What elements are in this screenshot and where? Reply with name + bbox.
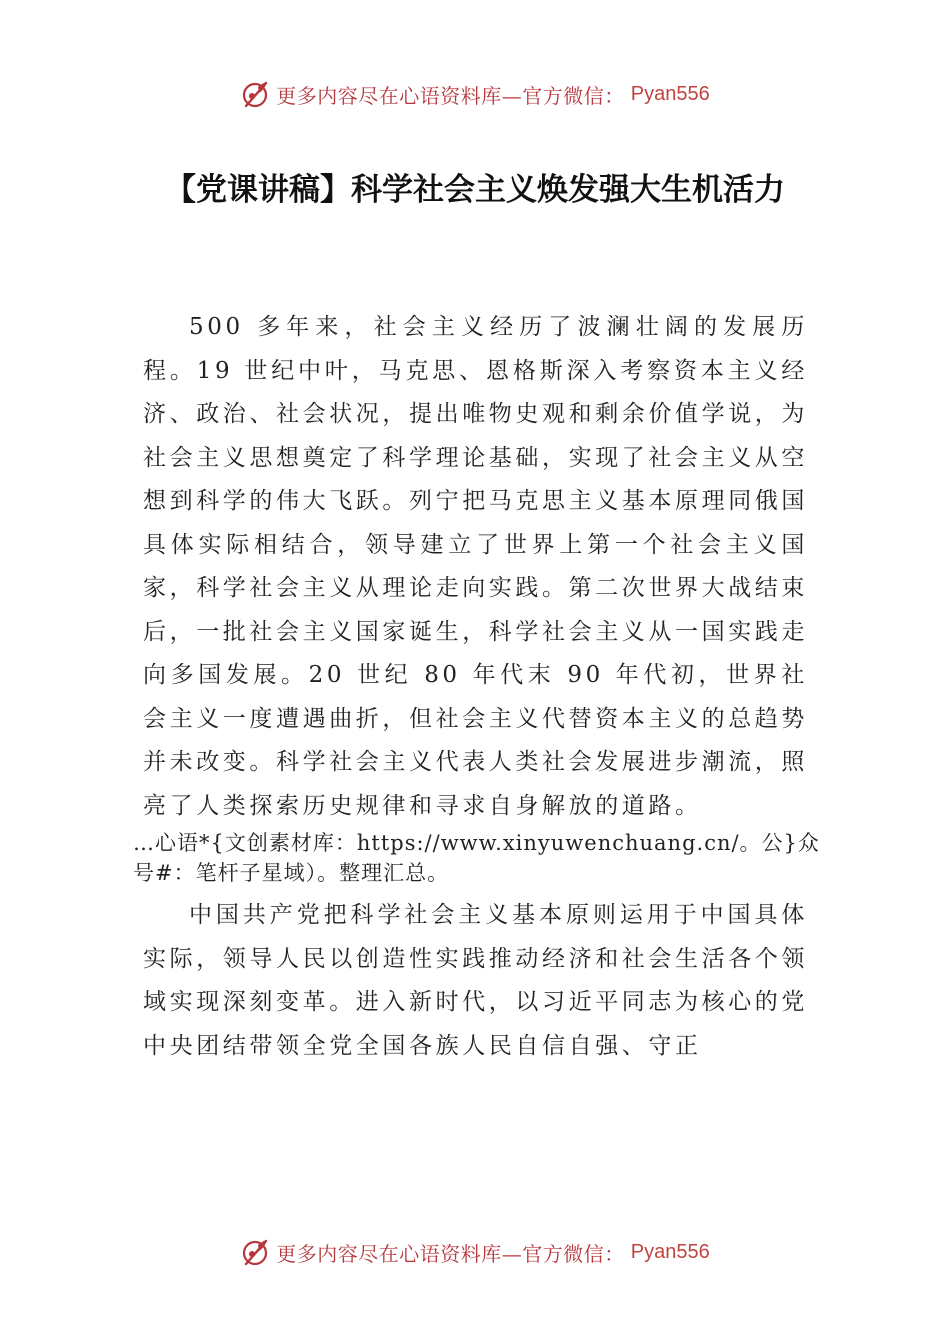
red-quill-circle-logo-icon [240,1237,270,1267]
paragraph-1: 500 多年来，社会主义经历了波澜壮阔的发展历程。19 世纪中叶，马克思、恩格斯深入考察资本主义经济、政治、社会状况，提出唯物史观和剩余价值学说，为社会主义思想奠定了科学理论基础，实现了社会主义从空想到科学的伟大飞跃。列宁把马克思主义基本原理同俄国具体实际相结合，领导建立了世界上第一个社会主义国家，科学社会主义从理论走向实践。第二次世界大战结束后，一批社会主义国家诞生，科学社会主义从一国实践走向多国发展。20 世纪 80 年代末 90 年代初，世界社会主义一度遭遇曲折，但社会主义代替资本主义的总趋势并未改变。科学社会主义代表人类社会发展进步潮流，照亮了人类探索历史规律和寻求自身解放的道路。 [143,314,808,819]
header-wechat-id: Pyan556 [630,82,710,105]
footer-banner-text: 更多内容尽在心语资料库—官方微信： [276,1241,625,1266]
document-title: 【党课讲稿】科学社会主义焕发强大生机活力 [165,172,785,208]
footer-banner [0,1232,950,1272]
red-quill-circle-logo-icon [240,79,270,109]
document-body [133,306,820,1068]
source-note: …心语*{文创素材库：https://www.xinyuwenchuang.cn/。公}众号#：笔杆子星域）。整理汇总。 [133,831,820,885]
header-banner [0,74,950,114]
paragraph-2: 中国共产党把科学社会主义基本原则运用于中国具体实际，领导人民以创造性实践推动经济和社会生活各个领域实现深刻变革。进入新时代，以习近平同志为核心的党中央团结带领全党全国各族人民自信自强、守正 [143,902,808,1059]
footer-wechat-id: Pyan556 [630,1240,710,1263]
header-banner-text: 更多内容尽在心语资料库—官方微信： [276,83,625,108]
